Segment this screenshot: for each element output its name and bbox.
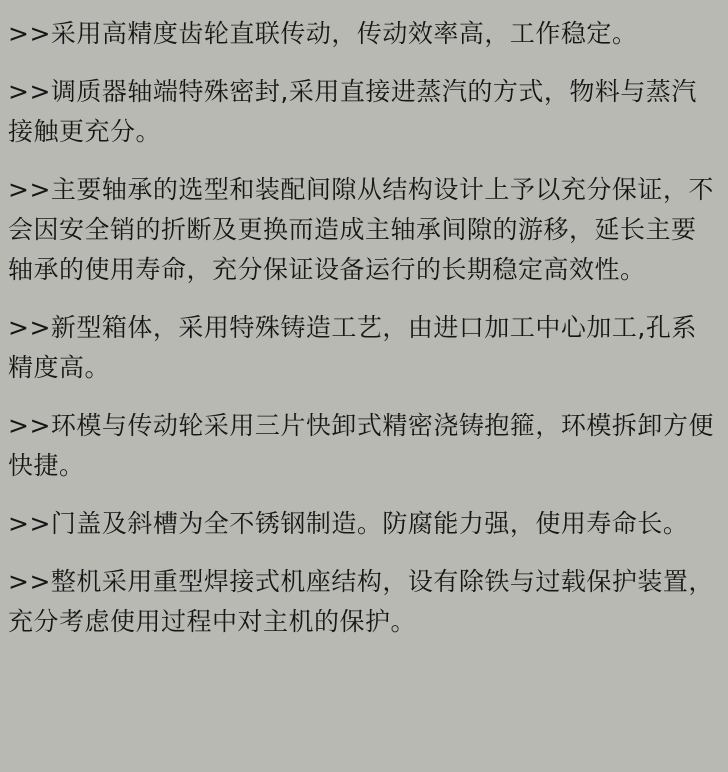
feature-paragraph: >>整机采用重型焊接式机座结构，设有除铁与过载保护装置，充分考虑使用过程中对主机的保护。	[8, 567, 714, 636]
feature-paragraph: >>门盖及斜槽为全不锈钢制造。防腐能力强，使用寿命长。	[8, 509, 689, 538]
feature-paragraph: >>主要轴承的选型和装配间隙从结构设计上予以充分保证，不会因安全销的折断及更换而造成主轴承间隙的游移，延长主要轴承的使用寿命，充分保证设备运行的长期稳定高效性。	[8, 175, 714, 284]
feature-paragraph: >>环模与传动轮采用三片快卸式精密浇铸抱箍，环模拆卸方便快捷。	[8, 411, 714, 480]
feature-paragraph: >>新型箱体，采用特殊铸造工艺，由进口加工中心加工,孔系精度高。	[8, 313, 697, 382]
feature-paragraph: >>采用高精度齿轮直联传动，传动效率高，工作稳定。	[8, 19, 638, 48]
feature-paragraph: >>调质器轴端特殊密封,采用直接进蒸汽的方式，物料与蒸汽接触更充分。	[8, 77, 697, 146]
